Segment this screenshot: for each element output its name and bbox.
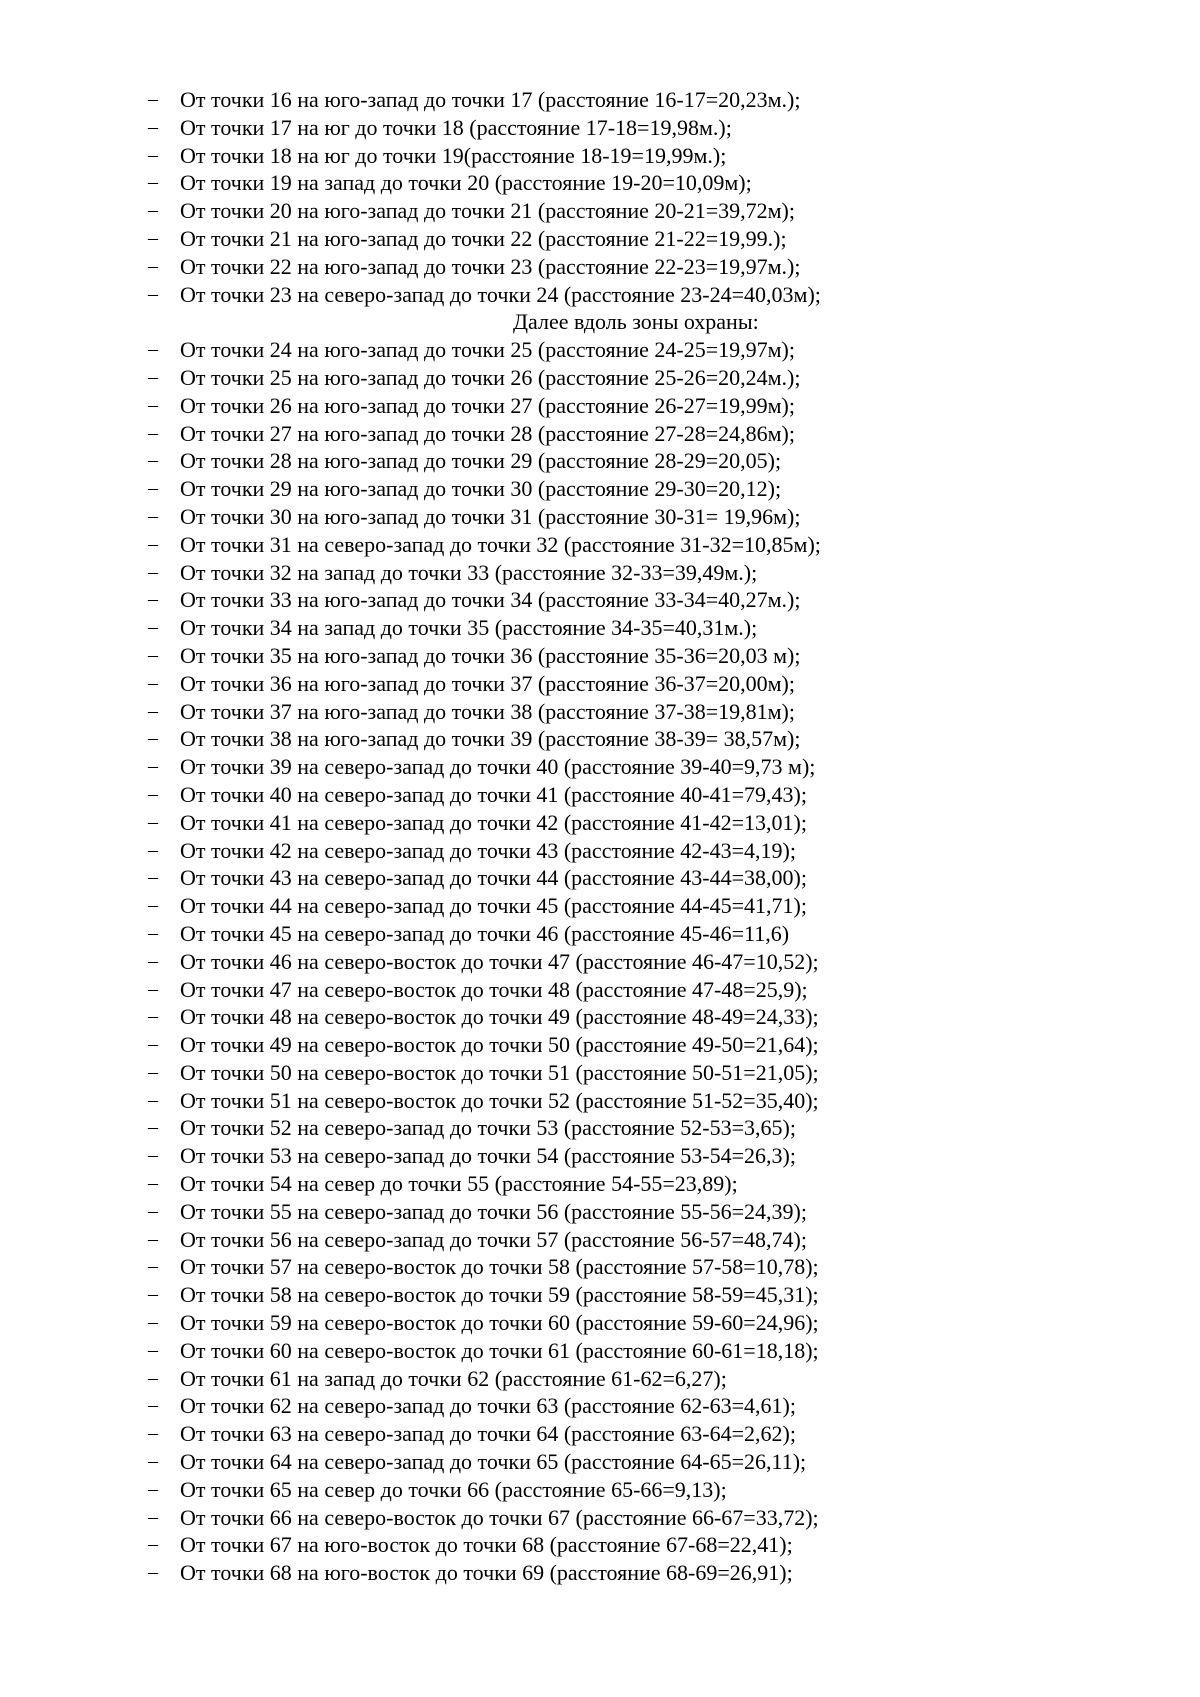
list-item: [0, 1476, 1200, 1504]
list-item-text: От точки 58 на северо-восток до точки 59 (расстояние 58-59=45,31);: [180, 1282, 819, 1308]
list-item: [0, 1059, 1200, 1087]
list-item: [0, 586, 1200, 614]
list-item: [0, 559, 1200, 587]
list-dash: –: [148, 671, 158, 694]
list-item: [0, 725, 1200, 753]
list-dash: –: [148, 643, 158, 666]
list-item-text: От точки 51 на северо-восток до точки 52 (расстояние 51-52=35,40);: [180, 1087, 819, 1113]
list-item: [0, 1142, 1200, 1170]
list-dash: –: [148, 1005, 158, 1028]
list-item-text: От точки 40 на северо-запад до точки 41 (расстояние 40-41=79,43);: [180, 781, 807, 807]
boundary-list-part-2: [0, 336, 1200, 1587]
list-item: [0, 698, 1200, 726]
list-item-text: От точки 25 на юго-запад до точки 26 (расстояние 25-26=20,24м.);: [180, 364, 801, 390]
list-item-text: От точки 22 на юго-запад до точки 23 (расстояние 22-23=19,97м.);: [180, 253, 801, 279]
list-dash: –: [148, 782, 158, 805]
list-dash: –: [148, 1533, 158, 1556]
list-dash: –: [148, 254, 158, 277]
list-item-text: От точки 18 на юг до точки 19(расстояние 18-19=19,99м.);: [180, 142, 727, 168]
list-dash: –: [148, 810, 158, 833]
list-item: [0, 420, 1200, 448]
list-item-text: От точки 42 на северо-запад до точки 43 (расстояние 42-43=4,19);: [180, 837, 796, 863]
list-item: [0, 1281, 1200, 1309]
list-dash: –: [148, 560, 158, 583]
list-item: [0, 920, 1200, 948]
list-item-text: От точки 60 на северо-восток до точки 61 (расстояние 60-61=18,18);: [180, 1337, 819, 1363]
list-dash: –: [148, 866, 158, 889]
list-item: [0, 1226, 1200, 1254]
list-item-text: От точки 43 на северо-запад до точки 44 (расстояние 43-44=38,00);: [180, 865, 807, 891]
list-dash: –: [148, 755, 158, 778]
list-dash: –: [148, 1366, 158, 1389]
section-heading: Далее вдоль зоны охраны:: [513, 309, 759, 335]
list-dash: –: [148, 393, 158, 416]
list-item: [0, 281, 1200, 309]
list-dash: –: [148, 699, 158, 722]
list-dash: –: [148, 1227, 158, 1250]
list-item-text: От точки 68 на юго-восток до точки 69 (расстояние 68-69=26,91);: [180, 1560, 793, 1586]
list-dash: –: [148, 1199, 158, 1222]
list-item: [0, 1170, 1200, 1198]
list-dash: –: [148, 171, 158, 194]
list-dash: –: [148, 921, 158, 944]
list-item-text: От точки 39 на северо-запад до точки 40 (расстояние 39-40=9,73 м);: [180, 754, 816, 780]
list-item-text: От точки 44 на северо-запад до точки 45 (расстояние 44-45=41,71);: [180, 893, 807, 919]
list-item: [0, 892, 1200, 920]
list-item-text: От точки 36 на юго-запад до точки 37 (расстояние 36-37=20,00м);: [180, 670, 795, 696]
list-dash: –: [148, 1394, 158, 1417]
list-item-text: От точки 66 на северо-восток до точки 67 (расстояние 66-67=33,72);: [180, 1504, 819, 1530]
list-dash: –: [148, 504, 158, 527]
list-dash: –: [148, 1505, 158, 1528]
list-item-text: От точки 47 на северо-восток до точки 48 (расстояние 47-48=25,9);: [180, 976, 808, 1002]
list-item: [0, 1420, 1200, 1448]
list-dash: –: [148, 1116, 158, 1139]
list-item: [0, 837, 1200, 865]
list-item-text: От точки 49 на северо-восток до точки 50 (расстояние 49-50=21,64);: [180, 1032, 819, 1058]
list-dash: –: [148, 1477, 158, 1500]
list-item-text: От точки 38 на юго-запад до точки 39 (расстояние 38-39= 38,57м);: [180, 726, 801, 752]
list-item: [0, 531, 1200, 559]
list-item: [0, 142, 1200, 170]
list-item-text: От точки 59 на северо-восток до точки 60 (расстояние 59-60=24,96);: [180, 1310, 819, 1336]
list-dash: –: [148, 143, 158, 166]
list-item: [0, 1003, 1200, 1031]
list-item-text: От точки 41 на северо-запад до точки 42 (расстояние 41-42=13,01);: [180, 809, 807, 835]
list-dash: –: [148, 226, 158, 249]
list-dash: –: [148, 588, 158, 611]
list-item: [0, 1392, 1200, 1420]
list-item: [0, 809, 1200, 837]
list-item: [0, 670, 1200, 698]
list-item: [0, 753, 1200, 781]
list-item-text: От точки 21 на юго-запад до точки 22 (расстояние 21-22=19,99.);: [180, 225, 787, 251]
list-item-text: От точки 56 на северо-запад до точки 57 (расстояние 56-57=48,74);: [180, 1226, 807, 1252]
list-dash: –: [148, 1338, 158, 1361]
list-item: [0, 1114, 1200, 1142]
list-item: [0, 1531, 1200, 1559]
list-item-text: От точки 54 на север до точки 55 (расстояние 54-55=23,89);: [180, 1171, 738, 1197]
list-dash: –: [148, 477, 158, 500]
list-dash: –: [148, 1060, 158, 1083]
list-item: [0, 1198, 1200, 1226]
list-item: [0, 642, 1200, 670]
list-item-text: От точки 23 на северо-запад до точки 24 (расстояние 23-24=40,03м);: [180, 281, 821, 307]
list-dash: –: [148, 1422, 158, 1445]
list-item-text: От точки 19 на запад до точки 20 (расстояние 19-20=10,09м);: [180, 170, 752, 196]
list-item-text: От точки 61 на запад до точки 62 (расстояние 61-62=6,27);: [180, 1365, 727, 1391]
list-item-text: От точки 34 на запад до точки 35 (расстояние 34-35=40,31м.);: [180, 615, 758, 641]
list-item-text: От точки 16 на юго-запад до точки 17 (расстояние 16-17=20,23м.);: [180, 87, 801, 112]
list-dash: –: [148, 977, 158, 1000]
list-item: [0, 225, 1200, 253]
list-item-text: От точки 27 на юго-запад до точки 28 (расстояние 27-28=24,86м);: [180, 420, 795, 446]
list-dash: –: [148, 365, 158, 388]
list-dash: –: [148, 727, 158, 750]
list-item: [0, 1365, 1200, 1393]
list-item: [0, 976, 1200, 1004]
list-item: [0, 447, 1200, 475]
list-dash: –: [148, 1033, 158, 1056]
list-dash: –: [148, 199, 158, 222]
list-item-text: От точки 32 на запад до точки 33 (расстояние 32-33=39,49м.);: [180, 559, 758, 585]
list-item: [0, 364, 1200, 392]
list-item: [0, 1253, 1200, 1281]
list-item: [0, 1504, 1200, 1532]
list-item: [0, 864, 1200, 892]
list-dash: –: [148, 1450, 158, 1473]
list-item: [0, 336, 1200, 364]
list-item: [0, 1337, 1200, 1365]
list-dash: –: [148, 1283, 158, 1306]
list-dash: –: [148, 949, 158, 972]
list-dash: –: [148, 449, 158, 472]
list-item-text: От точки 48 на северо-восток до точки 49 (расстояние 48-49=24,33);: [180, 1004, 819, 1030]
list-dash: –: [148, 282, 158, 305]
list-item-text: От точки 29 на юго-запад до точки 30 (расстояние 29-30=20,12);: [180, 476, 782, 502]
list-item-text: От точки 46 на северо-восток до точки 47 (расстояние 46-47=10,52);: [180, 948, 819, 974]
list-item-text: От точки 50 на северо-восток до точки 51 (расстояние 50-51=21,05);: [180, 1059, 819, 1085]
list-item: [0, 475, 1200, 503]
list-item-text: От точки 30 на юго-запад до точки 31 (расстояние 30-31= 19,96м);: [180, 503, 801, 529]
list-item: [0, 1448, 1200, 1476]
list-dash: –: [148, 421, 158, 444]
list-dash: –: [148, 88, 158, 110]
boundary-list-part-1: [0, 86, 1200, 308]
document-page: [0, 86, 1200, 1587]
list-item-text: От точки 55 на северо-запад до точки 56 (расстояние 55-56=24,39);: [180, 1198, 807, 1224]
list-dash: –: [148, 616, 158, 639]
list-item-text: От точки 53 на северо-запад до точки 54 (расстояние 53-54=26,3);: [180, 1143, 796, 1169]
list-dash: –: [148, 532, 158, 555]
list-item-text: От точки 45 на северо-запад до точки 46 (расстояние 45-46=11,6): [180, 920, 790, 946]
list-item-text: От точки 64 на северо-запад до точки 65 (расстояние 64-65=26,11);: [180, 1449, 807, 1475]
list-item-text: От точки 31 на северо-запад до точки 32 (расстояние 31-32=10,85м);: [180, 531, 821, 557]
list-dash: –: [148, 1144, 158, 1167]
list-dash: –: [148, 1088, 158, 1111]
list-item: [0, 392, 1200, 420]
list-item-text: От точки 20 на юго-запад до точки 21 (расстояние 20-21=39,72м);: [180, 198, 795, 224]
list-item-text: От точки 26 на юго-запад до точки 27 (расстояние 26-27=19,99м);: [180, 392, 795, 418]
list-item: [0, 169, 1200, 197]
list-item-text: От точки 62 на северо-запад до точки 63 (расстояние 62-63=4,61);: [180, 1393, 796, 1419]
list-item-text: От точки 65 на север до точки 66 (расстояние 65-66=9,13);: [180, 1476, 727, 1502]
list-item: [0, 1031, 1200, 1059]
list-item: [0, 1559, 1200, 1587]
list-item-text: От точки 33 на юго-запад до точки 34 (расстояние 33-34=40,27м.);: [180, 587, 801, 613]
list-item: [0, 781, 1200, 809]
list-item: [0, 86, 1200, 114]
list-item: [0, 948, 1200, 976]
list-item-text: От точки 24 на юго-запад до точки 25 (расстояние 24-25=19,97м);: [180, 337, 795, 363]
list-item-text: От точки 28 на юго-запад до точки 29 (расстояние 28-29=20,05);: [180, 448, 782, 474]
list-item-text: От точки 35 на юго-запад до точки 36 (расстояние 35-36=20,03 м);: [180, 642, 801, 668]
list-dash: –: [148, 838, 158, 861]
list-item-text: От точки 67 на юго-восток до точки 68 (расстояние 67-68=22,41);: [180, 1532, 793, 1558]
list-dash: –: [148, 894, 158, 917]
list-item-text: От точки 57 на северо-восток до точки 58 (расстояние 57-58=10,78);: [180, 1254, 819, 1280]
list-item: [0, 1309, 1200, 1337]
list-item: [0, 614, 1200, 642]
list-item-text: От точки 17 на юг до точки 18 (расстояние 17-18=19,98м.);: [180, 114, 732, 140]
list-item: [0, 197, 1200, 225]
list-item-text: От точки 52 на северо-запад до точки 53 (расстояние 52-53=3,65);: [180, 1115, 796, 1141]
list-dash: –: [148, 1561, 158, 1584]
list-dash: –: [148, 1311, 158, 1334]
list-dash: –: [148, 1172, 158, 1195]
list-item: [0, 114, 1200, 142]
list-dash: –: [148, 1255, 158, 1278]
list-dash: –: [148, 338, 158, 361]
list-dash: –: [148, 115, 158, 138]
list-item: [0, 503, 1200, 531]
list-item: [0, 1087, 1200, 1115]
list-item-text: От точки 37 на юго-запад до точки 38 (расстояние 37-38=19,81м);: [180, 698, 795, 724]
list-item: [0, 253, 1200, 281]
list-item-text: От точки 63 на северо-запад до точки 64 (расстояние 63-64=2,62);: [180, 1421, 796, 1447]
